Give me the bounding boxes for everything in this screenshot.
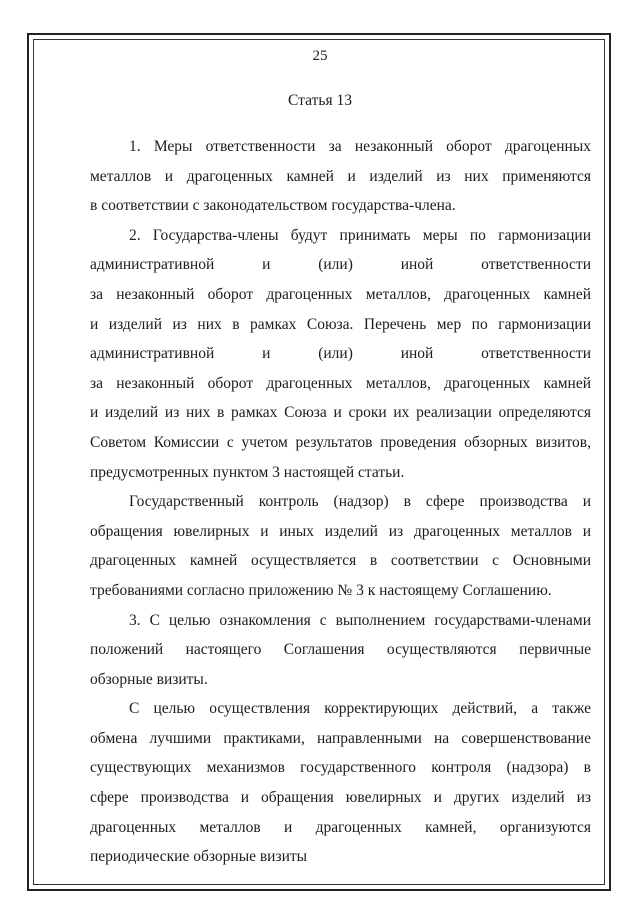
text-line: административной и (или) иной ответственности [90, 256, 591, 274]
text-line: металлов и драгоценных камней и изделий из них применяются [90, 167, 591, 185]
paragraph-1 [90, 132, 591, 221]
text-line: обращения ювелирных и иных изделий из драгоценных металлов и [90, 522, 591, 540]
text-line: административной и (или) иной ответственности [90, 345, 591, 363]
text-line: 1. Меры ответственности за незаконный оборот драгоценных [129, 138, 591, 155]
text-line: Государственный контроль (надзор) в сфере производства и [129, 493, 591, 511]
text-line: 2. Государства-члены будут принимать меры по гармонизации [129, 226, 591, 244]
document-body [90, 132, 591, 872]
article-title: Статья 13 [288, 92, 352, 109]
text-line: за незаконный оборот драгоценных металлов, драгоценных камней [90, 285, 591, 303]
text-line: драгоценных камней осуществляется в соответствии с Основными [90, 552, 591, 570]
text-line: периодические обзорные визиты [90, 848, 308, 866]
text-line: требованиями согласно приложению № 3 к настоящему Соглашению. [90, 581, 552, 599]
text-line: существующих механизмов государственного контроля (надзора) в [90, 759, 591, 777]
text-line: и изделий из них в рамках Союза. Перечень мер по гармонизации [90, 315, 591, 333]
paragraph-4 [90, 606, 591, 695]
text-line: положений настоящего Соглашения осуществляются первичные [90, 641, 591, 659]
text-line: С целью осуществления корректирующих действий, а также [129, 700, 591, 718]
text-line: 3. С целью ознакомления с выполнением государствами-членами [129, 611, 591, 629]
text-line: и изделий из них в рамках Союза и сроки их реализации определяются [90, 404, 591, 422]
paragraph-5 [90, 694, 591, 872]
text-line: драгоценных металлов и драгоценных камней, организуются [90, 818, 591, 836]
text-line: за незаконный оборот драгоценных металлов, драгоценных камней [90, 374, 591, 392]
text-line: обзорные визиты. [90, 670, 208, 688]
text-line: Советом Комиссии с учетом результатов проведения обзорных визитов, [90, 433, 591, 451]
text-line: сфере производства и обращения ювелирных и других изделий из [90, 789, 591, 807]
paragraph-3 [90, 487, 591, 605]
text-line: обмена лучшими практиками, направленными на совершенствование [90, 729, 591, 747]
paragraph-2 [90, 221, 591, 487]
text-line: в соответствии с законодательством государства-члена. [90, 197, 456, 215]
text-line: предусмотренных пунктом 3 настоящей статьи. [90, 463, 405, 481]
page-number: 25 [312, 48, 328, 64]
